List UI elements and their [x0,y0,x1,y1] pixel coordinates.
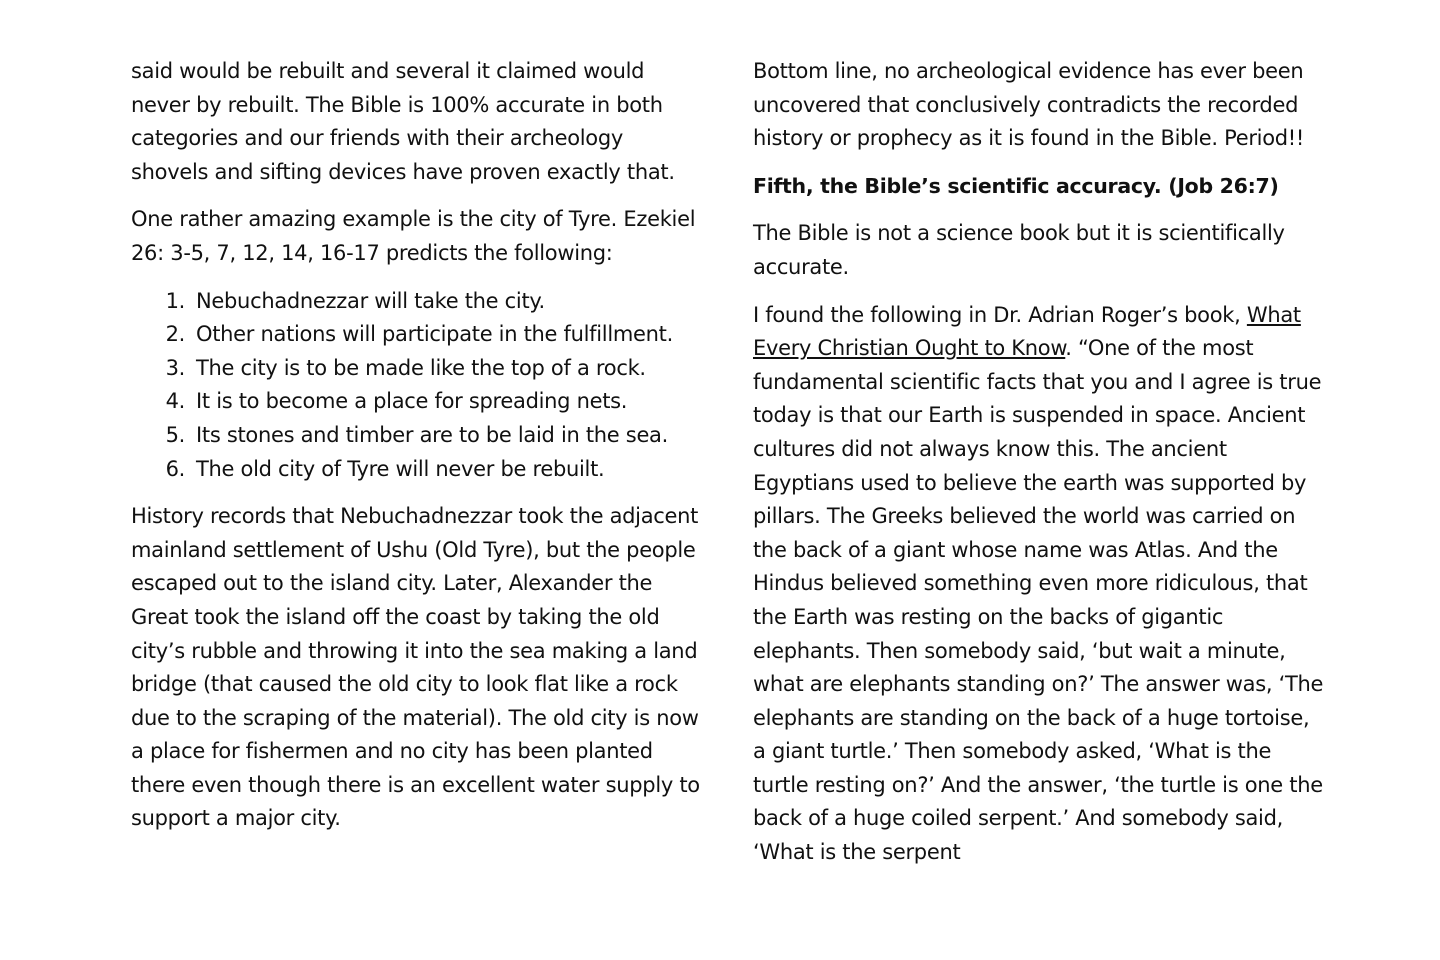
left-paragraph-1: said would be rebuilt and several it claimed would never by rebuilt. The Bible is 100% accurate in both categories and our friends with their archeology shovels and sifting devices have proven exactly that. [131,59,675,184]
left-paragraph-2: One rather amazing example is the city of Tyre. Ezekiel 26: 3-5, 7, 12, 14, 16-17 predicts the following: [131,207,696,265]
right-paragraph-3 [753,299,1328,870]
list-item-text: It is to become a place for spreading nets. [196,389,628,414]
list-item [163,419,701,453]
list-item [163,318,701,352]
left-column [131,55,701,850]
right-column [753,55,1328,884]
list-item-text: Its stones and timber are to be laid in the sea. [196,422,669,447]
prophecy-list [131,285,701,487]
list-item [163,352,701,386]
list-number: 6. [165,456,185,481]
book-title: What Every Christian Ought to Know [753,302,1301,361]
list-number: 2. [165,322,185,347]
section-heading: Fifth, the Bible’s scientific accuracy. (Job 26:7) [753,173,1279,198]
list-item [163,453,701,487]
list-number: 5. [165,422,185,447]
quote-intro: I found the following in Dr. Adrian Roger’s book, [753,302,1247,327]
list-number: 1. [165,288,185,313]
list-item-text: Other nations will participate in the fulfillment. [196,322,673,347]
list-item-text: Nebuchadnezzar will take the city. [196,288,545,313]
left-paragraph-3: History records that Nebuchadnezzar took the adjacent mainland settlement of Ushu (Old Tyre), but the people escaped out to the island city. Later, Alexander the Great took the island off the coast by taking the old city’s rubble and throwing it into the sea making a land bridge (that caused the old city to look flat like a rock due to the scraping of the material). The old city is now a place for fishermen and no city has been planted there even though there is an excellent water supply to support a major city. [131,504,700,831]
right-paragraph-2: The Bible is not a science book but it is scientifically accurate. [753,221,1285,279]
list-number: 3. [165,355,185,380]
list-item [163,385,701,419]
list-item-text: The city is to be made like the top of a rock. [196,355,646,380]
list-item [163,285,701,319]
right-paragraph-1: Bottom line, no archeological evidence has ever been uncovered that conclusively contradicts the recorded history or prophecy as it is found in the Bible. Period!! [753,59,1305,151]
list-item-text: The old city of Tyre will never be rebuilt. [196,456,605,481]
quote-text: . “One of the most fundamental scientific facts that you and I agree is true today is that our Earth is suspended in space. Ancient cultures did not always know this. The ancient Egyptians used to believe the earth was supported by pillars. The Greeks believed the world was carried on the back of a giant whose name was Atlas. And the Hindus believed something even more ridiculous, that the Earth was resting on the backs of gigantic elephants. Then somebody said, ‘but wait a minute, what are elephants standing on?’ The answer was, ‘The elephants are standing on the back of a huge tortoise, a giant turtle.’ Then somebody asked, ‘What is the turtle resting on?’ And the answer, ‘the turtle is one the back of a huge coiled serpent.’ And somebody said, ‘What is the serpent [753,336,1324,865]
list-number: 4. [165,389,185,414]
